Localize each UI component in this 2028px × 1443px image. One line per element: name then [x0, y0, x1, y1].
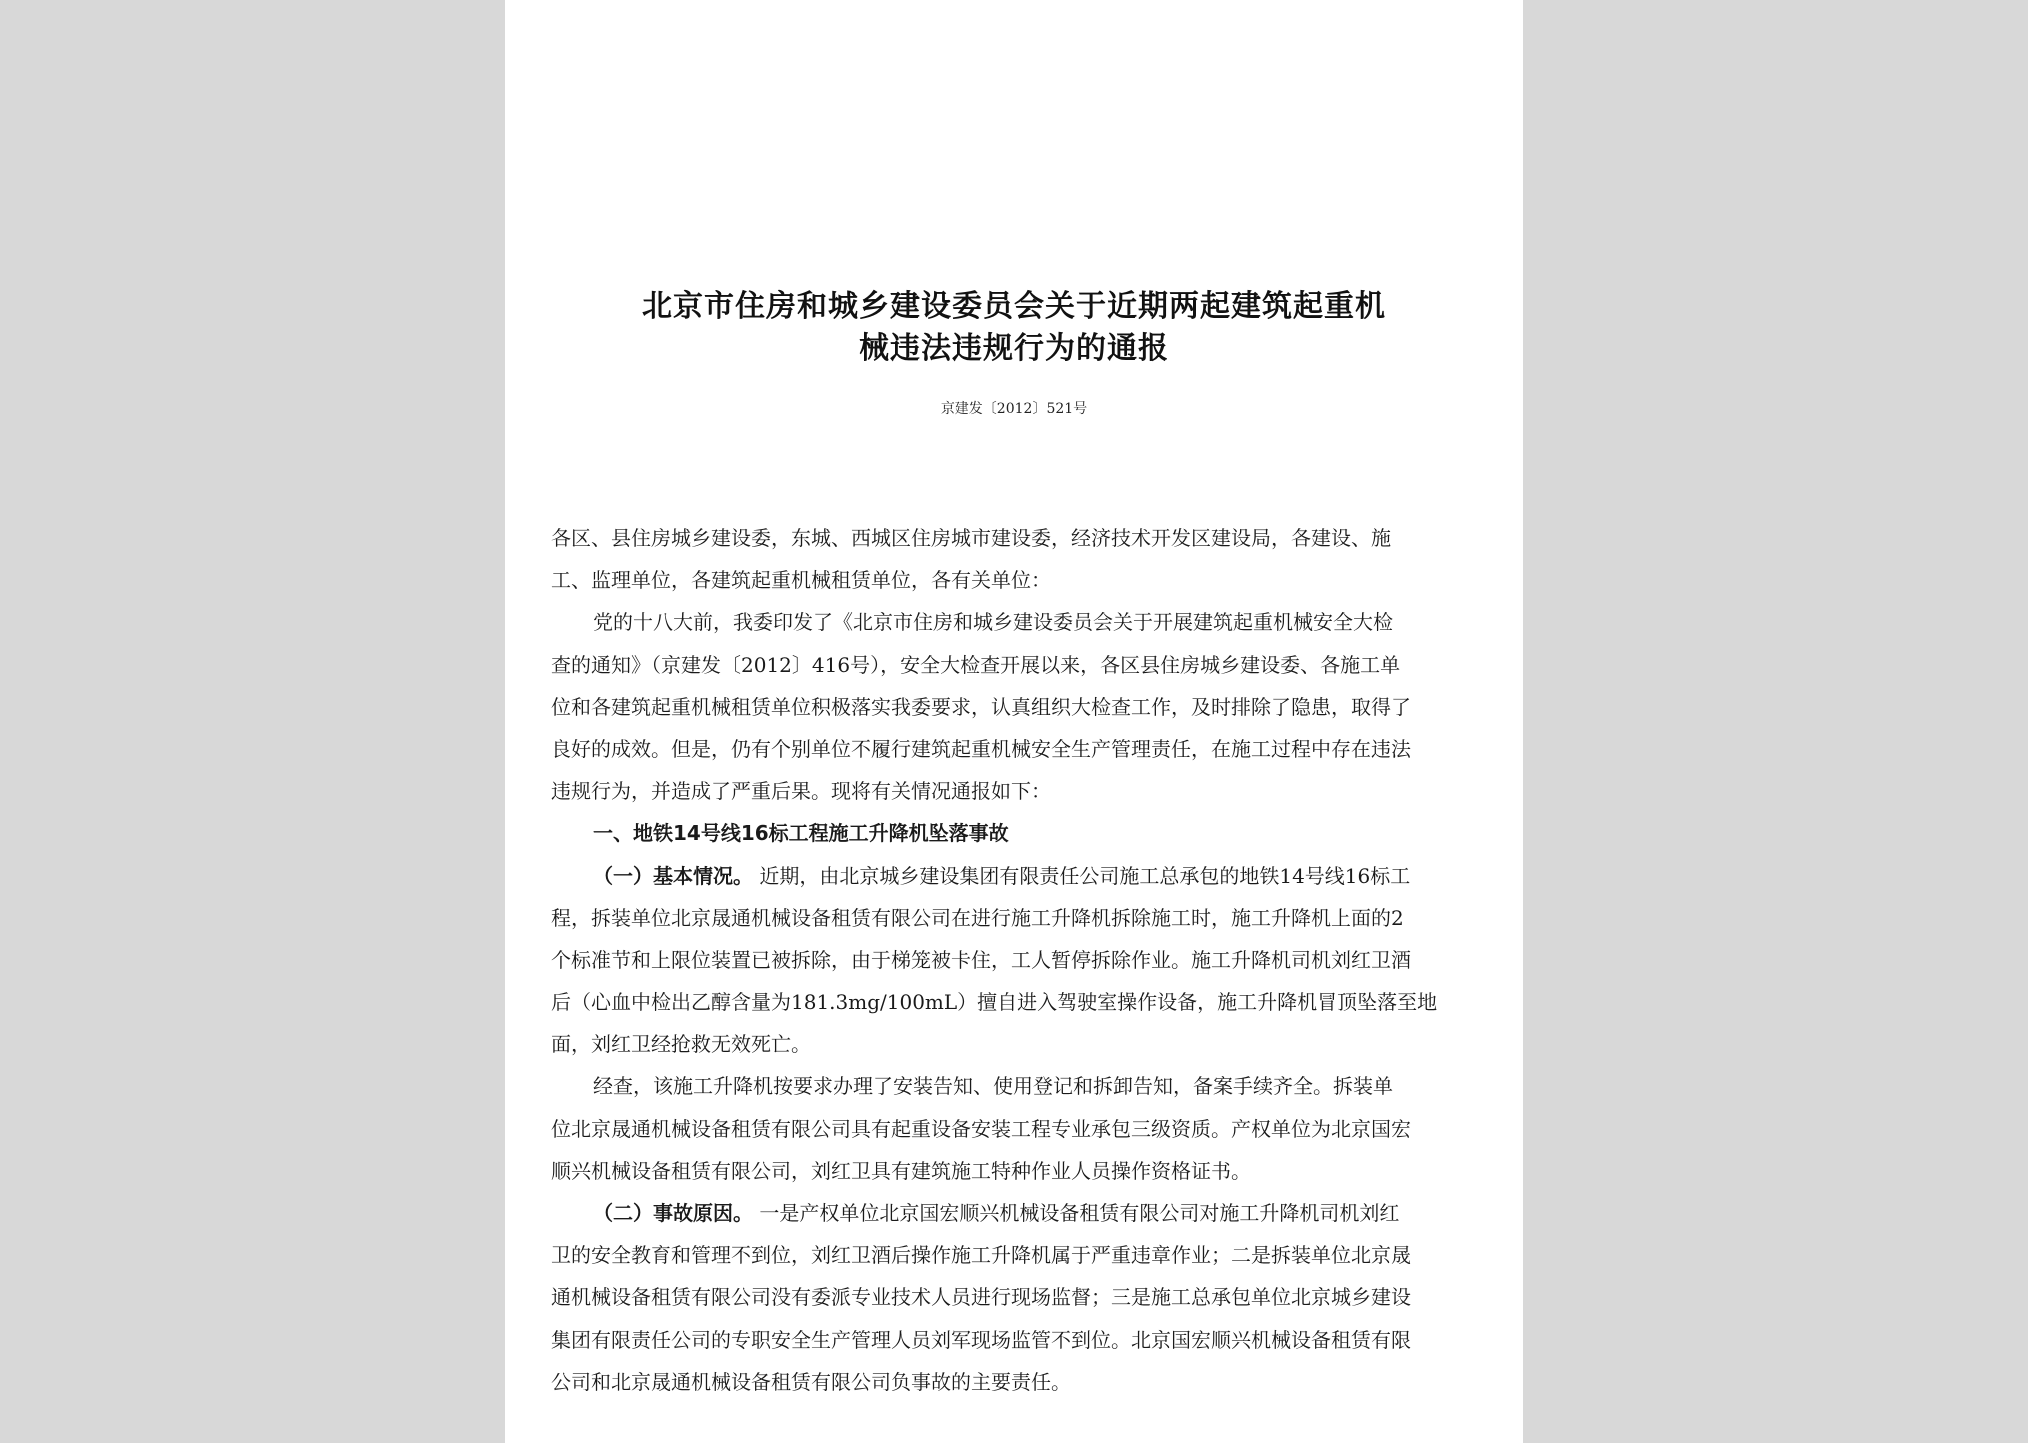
- paragraph-line: 顺兴机械设备租赁有限公司，刘红卫具有建筑施工特种作业人员操作资格证书。: [551, 1158, 1251, 1183]
- paragraph-text: 一是产权单位北京国宏顺兴机械设备租赁有限公司对施工升降机司机刘红: [759, 1201, 1400, 1225]
- paragraph-line: [551, 855, 1481, 897]
- paragraph-line: 通机械设备租赁有限公司没有委派专业技术人员进行现场监督；三是施工总承包单位北京城乡建设: [551, 1285, 1411, 1310]
- paragraph-line: 个标准节和上限位装置已被拆除，由于梯笼被卡住，工人暂停拆除作业。施工升降机司机刘红卫酒: [551, 947, 1411, 972]
- paragraph-line: 位和各建筑起重机械租赁单位积极落实我委要求，认真组织大检查工作，及时排除了隐患，取得了: [551, 694, 1411, 719]
- sub-heading-cause: （二）事故原因。: [593, 1201, 753, 1225]
- document-title: [545, 286, 1483, 370]
- paragraph-line: 面，刘红卫经抢救无效死亡。: [551, 1032, 811, 1057]
- paragraph-line: 程，拆装单位北京晟通机械设备租赁有限公司在进行施工升降机拆除施工时，施工升降机上面的2: [551, 905, 1404, 930]
- document-page: [505, 0, 1523, 1443]
- paragraph-line: 卫的安全教育和管理不到位，刘红卫酒后操作施工升降机属于严重违章作业；二是拆装单位北京晟: [551, 1243, 1411, 1268]
- addressee-line: 各区、县住房城乡建设委，东城、西城区住房城市建设委，经济技术开发区建设局，各建设、施: [551, 526, 1391, 550]
- paragraph-line: 违规行为，并造成了严重后果。现将有关情况通报如下：: [551, 779, 1051, 804]
- paragraph-text: 近期，由北京城乡建设集团有限责任公司施工总承包的地铁14号线16标工: [759, 863, 1411, 888]
- paragraph-line: 集团有限责任公司的专职安全生产管理人员刘军现场监管不到位。北京国宏顺兴机械设备租赁有限: [551, 1327, 1411, 1352]
- paragraph-line: 经查，该施工升降机按要求办理了安装告知、使用登记和拆卸告知，备案手续齐全。拆装单: [593, 1074, 1393, 1099]
- section-heading: 一、地铁14号线16标工程施工升降机坠落事故: [593, 821, 1009, 846]
- paragraph-line: 党的十八大前，我委印发了《北京市住房和城乡建设委员会关于开展建筑起重机械安全大检: [593, 610, 1393, 635]
- paragraph-line: 查的通知》（京建发〔2012〕416号），安全大检查开展以来，各区县住房城乡建设委、各施工单: [551, 652, 1401, 677]
- document-number: 京建发〔2012〕521号: [940, 401, 1088, 417]
- title-line: 械违法违规行为的通报: [859, 331, 1169, 366]
- sub-heading-basic: （一）基本情况。: [593, 863, 753, 888]
- paragraph-line: 良好的成效。但是，仍有个别单位不履行建筑起重机械安全生产管理责任，在施工过程中存在违法: [551, 736, 1411, 761]
- document-body: [551, 517, 1481, 1403]
- title-line: 北京市住房和城乡建设委员会关于近期两起建筑起重机: [642, 289, 1386, 324]
- addressee-line: 工、监理单位，各建筑起重机械租赁单位，各有关单位：: [551, 568, 1051, 593]
- paragraph-line: [551, 1192, 1481, 1234]
- paragraph-line: 公司和北京晟通机械设备租赁有限公司负事故的主要责任。: [551, 1369, 1071, 1394]
- paragraph-line: 位北京晟通机械设备租赁有限公司具有起重设备安装工程专业承包三级资质。产权单位为北京国宏: [551, 1116, 1411, 1141]
- paragraph-line: 后（心血中检出乙醇含量为181.3mg/100mL）擅自进入驾驶室操作设备，施工升降机冒顶坠落至地: [551, 990, 1438, 1015]
